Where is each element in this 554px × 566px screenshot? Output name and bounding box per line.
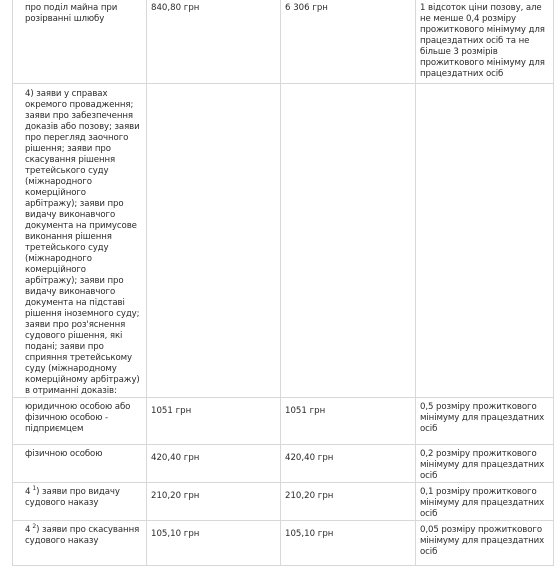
table-row	[13, 398, 554, 445]
fee-rate: 0,05 розміру прожиткового мінімуму для працездатних осіб	[420, 525, 545, 557]
table-cell	[281, 521, 416, 566]
item-number: 4	[25, 525, 31, 535]
table-row	[13, 445, 554, 483]
fee-amount: 420,40 грн	[151, 453, 200, 463]
fee-amount: 1051 грн	[285, 406, 326, 416]
table-row	[13, 84, 554, 398]
fee-amount: 105,10 грн	[151, 529, 200, 539]
table-row	[13, 0, 554, 84]
table-cell	[13, 0, 147, 84]
fee-amount: 420,40 грн	[285, 453, 334, 463]
table-cell	[281, 483, 416, 521]
item-superscript: 2	[32, 523, 37, 531]
claim-description	[17, 525, 146, 547]
fee-amount	[151, 89, 280, 93]
table-cell	[416, 398, 554, 445]
table-row	[13, 483, 554, 521]
fee-amount: 210,20 грн	[151, 491, 200, 501]
table-cell	[281, 445, 416, 483]
table-cell	[147, 483, 281, 521]
item-superscript: 1	[32, 485, 37, 493]
fee-rate: 1 відсоток ціни позову, але не менше 0,4 розміру прожиткового мінімуму для працездатних осіб та не більше 3 розмірів прожиткового мінімуму для працездатних осіб	[420, 3, 545, 79]
table-row	[13, 521, 554, 566]
table-cell	[416, 483, 554, 521]
fee-amount: 1051 грн	[151, 406, 192, 416]
table-cell	[147, 521, 281, 566]
claim-description: про поділ майна при розірванні шлюбу	[25, 3, 118, 24]
table-cell	[416, 84, 554, 398]
fee-amount: 210,20 грн	[285, 491, 334, 501]
claim-description: 4) заяви у справах окремого провадження; заяви про забезпечення доказів або позову; заяви про перегляд заочного рішення; заяви про скасування рішення третейського суду (міжнародного комерційного арбітражу); заяви про видачу виконавчого документа на примусове виконання рішення третейського суду (міжнародного комерційного арбітражу); заяви про видачу виконавчого документа на підставі рішення іноземного суду; заяви про роз'яснення судового рішення, які подані; заяви про сприяння третейському суду (міжнародному комерційному арбітражу) в отриманні доказів:	[25, 89, 140, 396]
fee-amount: 105,10 грн	[285, 529, 334, 539]
table-cell	[147, 398, 281, 445]
table-cell	[13, 84, 147, 398]
table-cell	[147, 84, 281, 398]
fee-amount: 6 306 грн	[285, 3, 328, 13]
fee-rate: 0,2 розміру прожиткового мінімуму для працездатних осіб	[420, 449, 545, 481]
table-cell	[281, 398, 416, 445]
fee-rate: 0,1 розміру прожиткового мінімуму для працездатних осіб	[420, 487, 545, 519]
table-cell	[281, 84, 416, 398]
table-cell	[13, 483, 147, 521]
table-cell	[416, 521, 554, 566]
item-text: ) заяви про видачу судового наказу	[25, 487, 120, 508]
table-cell	[416, 0, 554, 84]
claim-description: фізичною особою	[25, 449, 103, 459]
item-text: ) заяви про скасування судового наказу	[25, 525, 140, 546]
court-fee-table	[12, 0, 554, 566]
table-cell	[13, 445, 147, 483]
table-cell	[13, 521, 147, 566]
table-cell	[13, 398, 147, 445]
fee-amount	[285, 89, 415, 93]
table-cell	[147, 0, 281, 84]
table-cell	[147, 445, 281, 483]
claim-description	[17, 487, 146, 509]
claim-description: юридичною особою або фізичною особою - підприємцем	[25, 402, 131, 434]
table-cell	[281, 0, 416, 84]
table-cell	[416, 445, 554, 483]
item-number: 4	[25, 487, 31, 497]
fee-amount: 840,80 грн	[151, 3, 200, 13]
fee-rate: 0,5 розміру прожиткового мінімуму для працездатних осіб	[420, 402, 545, 434]
